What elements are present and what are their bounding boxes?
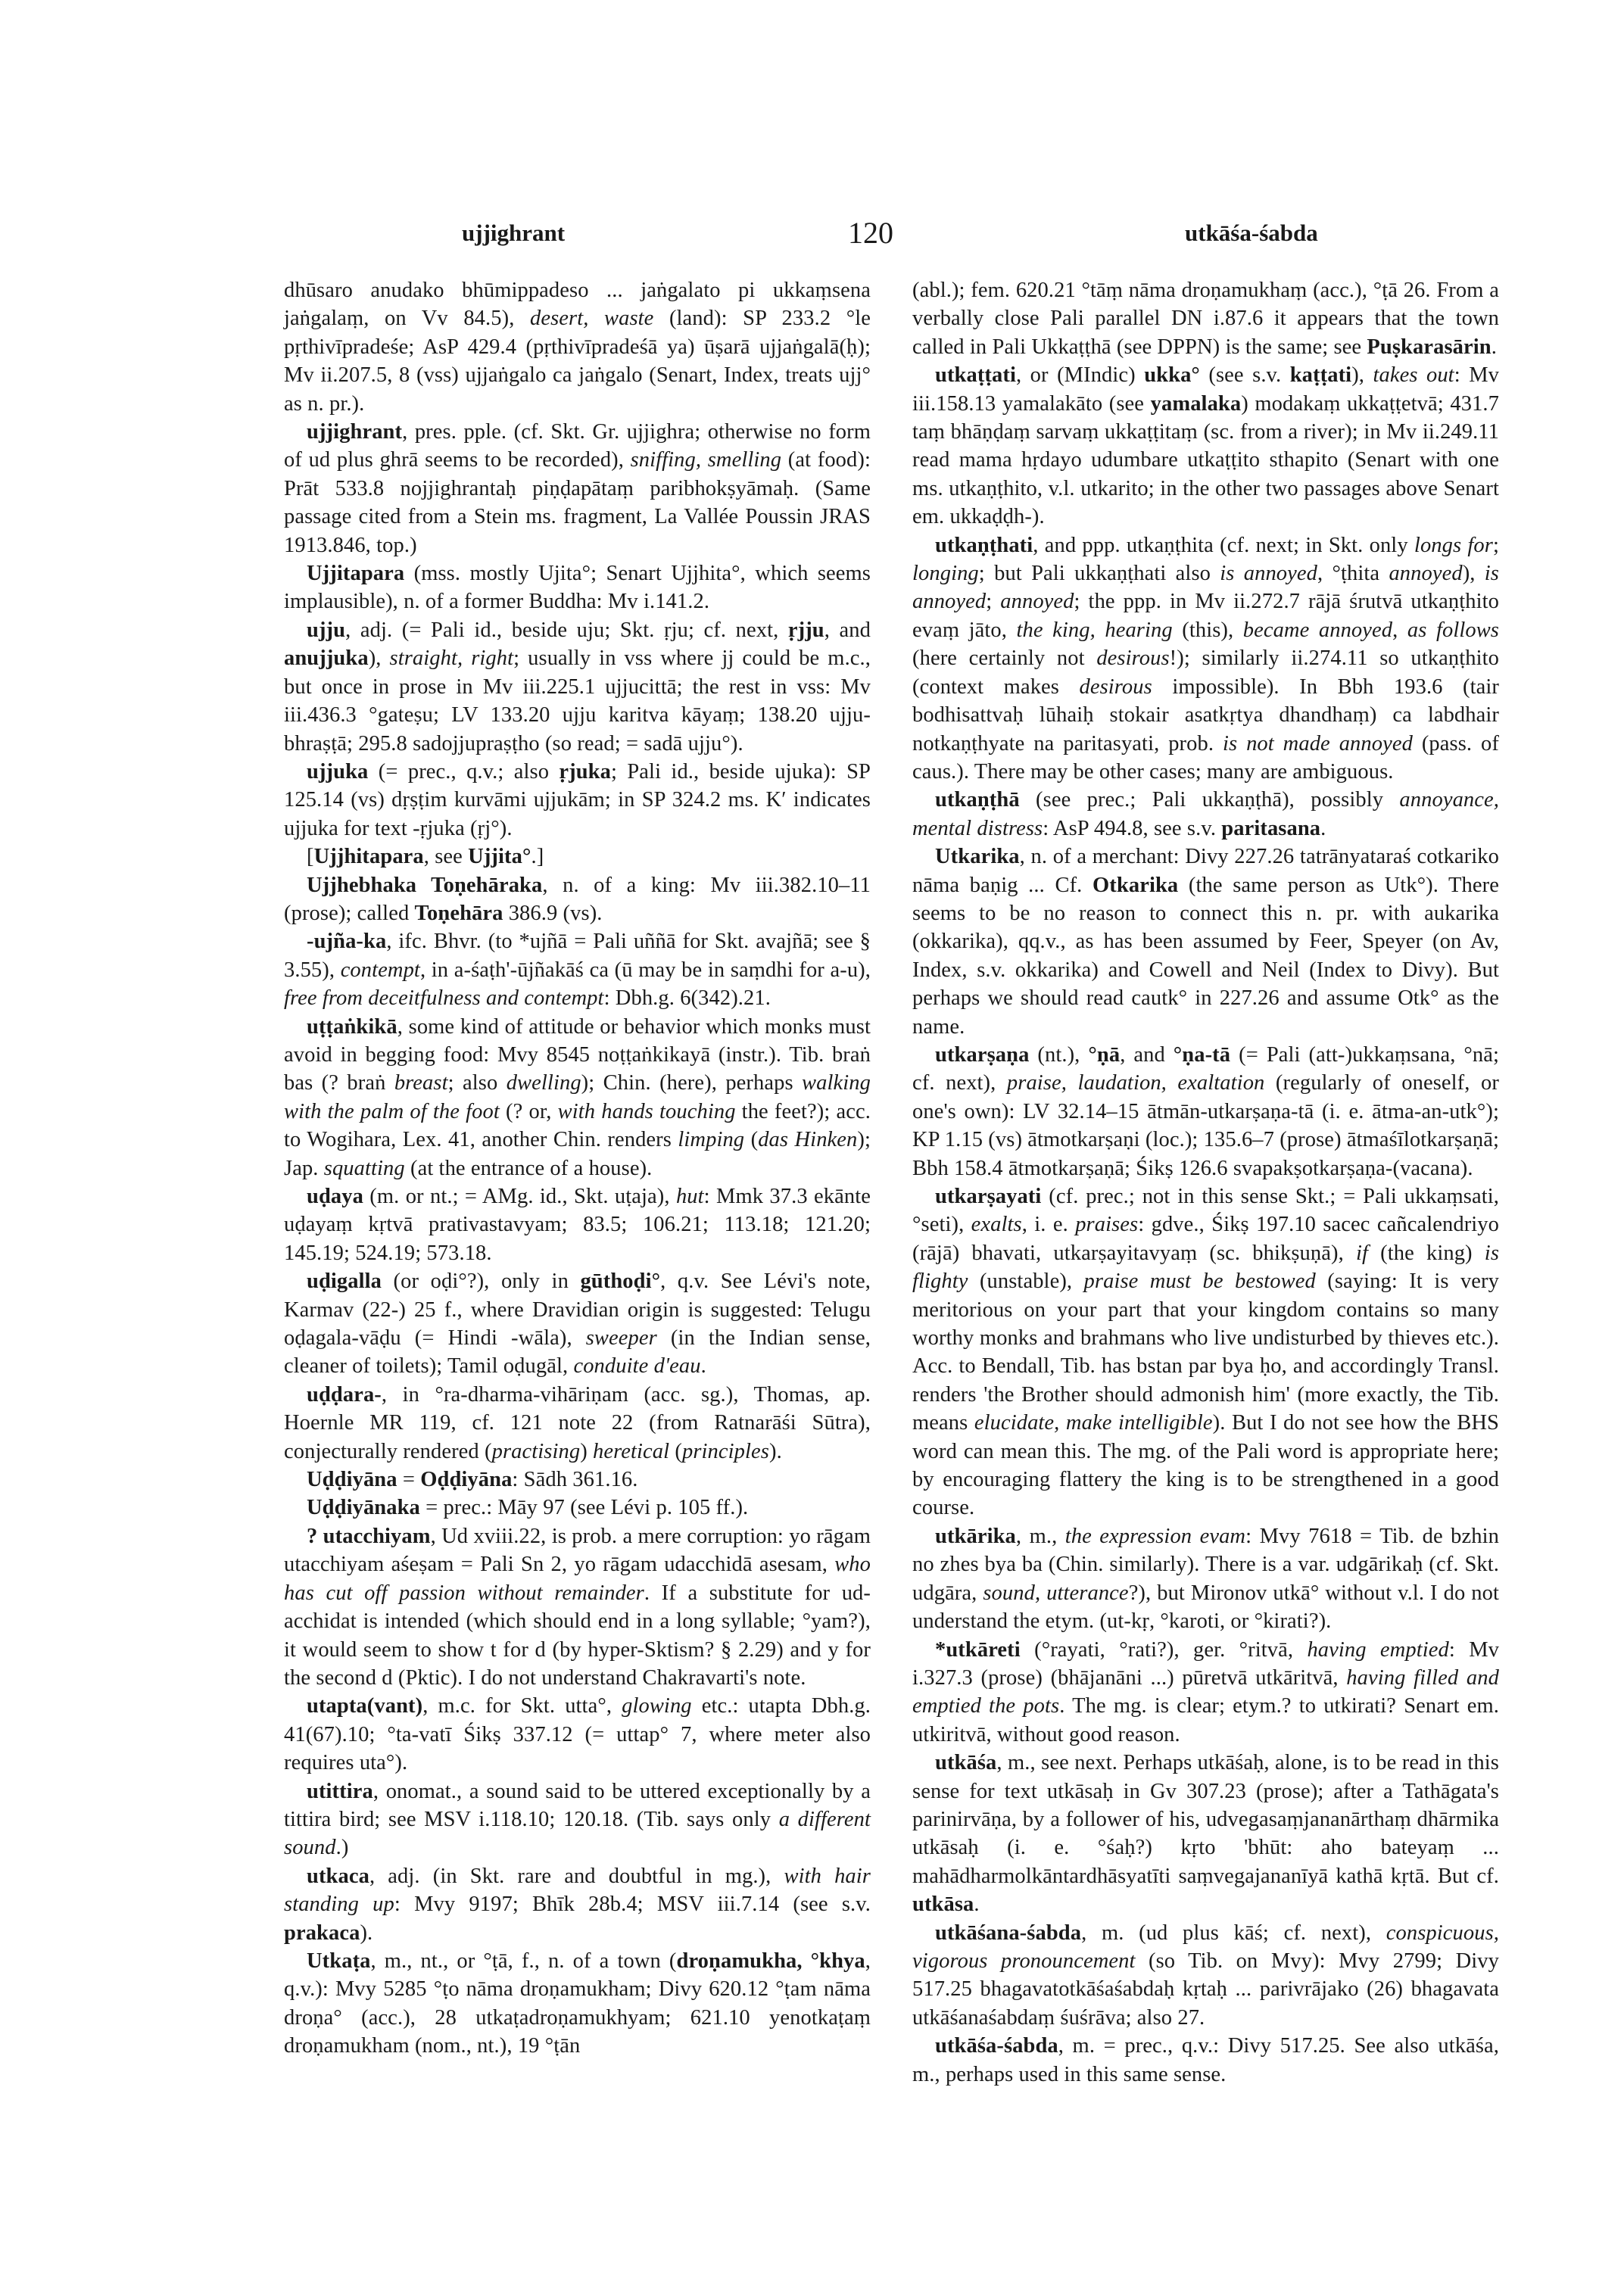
dictionary-entry: utkārika, m., the expression evam: Mvy 7618 = Tib. de bzhin no zhes bya ba (Chin. similarly). There is a var. udgārikaḥ (cf. Skt. udgāra, sound, utterance?), but Mironov utkā° without v.l. I do not understand the etym. (ut-kṛ, °karoti, or °kirati?). — [912, 1524, 1499, 1634]
dictionary-entry: utkāśa-śabda, m. = prec., q.v.: Divy 517.25. See also utkāśa, m., perhaps used in this same sense. — [912, 2034, 1499, 2086]
dictionary-entry: Ujjhebhaka Toṇehāraka, n. of a king: Mv iii.382.10–11 (prose); called Toṇehāra 386.9 (vs). — [284, 873, 871, 925]
dictionary-entry: Ujjitapara (mss. mostly Ujita°; Senart Ujjhita°, which seems implausible), n. of a former Buddha: Mv i.141.2. — [284, 562, 871, 614]
dictionary-entry: uḍaya (m. or nt.; = AMg. id., Skt. uṭaja), hut: Mmk 37.3 ekānte uḍayaṃ kṛtvā prativastavyam; 83.5; 106.21; 113.18; 121.20; 145.19; 524.19; 573.18. — [284, 1185, 871, 1265]
dictionary-entry: uṭṭaṅkikā, some kind of attitude or behavior which monks must avoid in begging food: Mvy 8545 noṭṭaṅkikayā (instr.). Tib. braṅ bas (? braṅ breast; also dwelling); Chin. (here), perhaps walking with the palm of the foot (? or, with hands touching the feet?); acc. to Wogihara, Lex. 41, another Chin. renders limping (das Hinken); Jap. squatting (at the entrance of a house). — [284, 1014, 871, 1180]
dictionary-entry: utapta(vant), m.c. for Skt. utta°, glowing etc.: utapta Dbh.g. 41(67).10; °ta-vatī Śikṣ 337.12 (= uttap° 7, where meter also requires uta°). — [284, 1694, 871, 1775]
right-column — [912, 276, 1499, 2089]
continued-entry: (abl.); fem. 620.21 °tāṃ nāma droṇamukhaṃ (acc.), °ṭā 26. From a verbally close Pali parallel DN i.87.6 it appears that the town called in Pali Ukkaṭṭhā (see DPPN) is the same; see Puṣkarasārin. — [912, 279, 1499, 359]
dictionary-entry: uḍigalla (or oḍi°?), only in gūthoḍi°, q.v. See Lévi's note, Karmav (22-) 25 f., where Dravidian origin is suggested: Telugu oḍagala-vāḍu (= Hindi -wāla), sweeper (in the Indian sense, cleaner of toilets); Tamil oḍugāl, conduite d'eau. — [284, 1270, 871, 1379]
dictionary-entry: [Ujjhitapara, see Ujjita°.] — [307, 845, 544, 869]
page-header — [462, 216, 1355, 265]
dictionary-entry: Uḍḍiyāna = Oḍḍiyāna: Sādh 361.16. — [307, 1468, 638, 1492]
dictionary-entry: utittira, onomat., a sound said to be uttered exceptionally by a tittira bird; see MSV i.118.10; 120.18. (Tib. says only a different sound.) — [284, 1779, 871, 1860]
dictionary-entry: ujjuka (= prec., q.v.; also ṛjuka; Pali id., beside ujuka): SP 125.14 (vs) dṛṣṭim kurvāmi ujjukām; in SP 324.2 ms. K′ indicates ujjuka for text -ṛjuka (ṛj°). — [284, 759, 871, 840]
dictionary-entry: utkaṇṭhā (see prec.; Pali ukkaṇṭhā), possibly annoyance, mental distress: AsP 494.8, see s.v. paritasana. — [912, 788, 1499, 840]
dictionary-entry: Utkarika, n. of a merchant: Divy 227.26 tatrānyataraś cotkariko nāma baṇig ... Cf. Otkarika (the same person as Utk°). There seems to be no reason to connect this n. pr. with aukarika (okkarika), qq.v., as has been assumed by Feer, Speyer (on Av, Index, s.v. okkarika) and Cowell and Neil (Index to Divy). But perhaps we should read cautk° in 227.26 and assume Otk° as the name. — [912, 845, 1499, 1039]
dictionary-entry: utkāśa, m., see next. Perhaps utkāśaḥ, alone, is to be read in this sense for text utkāsaḥ in Gv 307.23 (prose); after a Tathāgata's parinirvāṇa, by a follower of his, udvegasaṃjananārthaṃ dhārmika utkāsaḥ (i. e. °śaḥ?) kṛto 'bhūt: aho bateyaṃ ... mahādharmolkāntardhāsyatīti saṃvegajananīyā kathā kṛtā. But cf. utkāsa. — [912, 1751, 1499, 1917]
dictionary-entry: Uḍḍiyānaka = prec.: Māy 97 (see Lévi p. 105 ff.). — [307, 1496, 749, 1520]
dictionary-entry: uḍḍara-, in °ra-dharma-vihāriṇam (acc. sg.), Thomas, ap. Hoernle MR 119, cf. 121 note 22 (from Ratnarāśi Sūtra), conjecturally rendered (practising) heretical (principles). — [284, 1382, 871, 1463]
dictionary-entry: Utkaṭa, m., nt., or °ṭā, f., n. of a town (droṇamukha, °khya, q.v.): Mvy 5285 °ṭo nāma droṇamukham; Divy 620.12 °ṭam nāma droṇa° (acc.), 28 utkaṭadroṇamukhyam; 621.10 yenotkaṭaṃ droṇamukham (nom., nt.), 19 °ṭān — [284, 1949, 871, 2058]
dictionary-entry: ? utacchiyam, Ud xviii.22, is prob. a mere corruption: yo rāgam utacchiyam aśeṣam = Pali Sn 2, yo rāgam udacchidā asesam, who has cut off passion without remainder. If a substitute for ud-acchidat is intended (which should end in a long syllable; °yam?), it would seem to show t for d (by hyper-Sktism? § 2.29) and y for the second d (Pktic). I do not understand Chakravarti's note. — [284, 1524, 871, 1690]
dictionary-entry: ujju, adj. (= Pali id., beside uju; Skt. ṛju; cf. next, ṛjju, and anujjuka), straight, right; usually in vss where jj could be m.c., but once in prose in Mv iii.225.1 ujjucittā; the rest in vss: Mv iii.436.3 °gateṣu; LV 133.20 ujju karitva kāyaṃ; 138.20 ujju-bhraṣṭā; 295.8 sadojjupraṣṭho (so read; = sadā ujju°). — [284, 618, 871, 756]
page-number: 120 — [848, 216, 893, 250]
left-guideword: ujjighrant — [462, 220, 566, 246]
dictionary-entry: utkaṭṭati, or (MIndic) ukka° (see s.v. kaṭṭati), takes out: Mv iii.158.13 yamalakāto (see yamalaka) modakaṃ ukkaṭṭetvā; 431.7 taṃ bhāṇḍaṃ sarvaṃ ukkaṭṭitaṃ (sc. from a river); in Mv ii.249.11 read mama hṛdayo udumbare utkaṭṭito sthapito (Senart with one ms. utkaṇṭhito, v.l. utkarito; in the other two passages above Senart em. ukkaḍḍh-). — [912, 363, 1499, 529]
dictionary-entry: *utkāreti (°rayati, °rati?), ger. °ritvā, having emptied: Mv i.327.3 (prose) (bhājanāni ...) pūretvā utkāritvā, having filled and emptied the pots. The mg. is clear; etym.? to utkirati? Senart em. utkiritvā, without good reason. — [912, 1637, 1499, 1746]
dictionary-entry: utkaṇṭhati, and ppp. utkaṇṭhita (cf. next; in Skt. only longs for; longing; but Pali ukkaṇṭhati also is annoyed, °ṭhita annoyed), is annoyed; annoyed; the ppp. in Mv ii.272.7 rājā śrutvā utkaṇṭhito evaṃ jāto, the king, hearing (this), became annoyed, as follows (here certainly not desirous!); similarly ii.274.11 so utkaṇṭhito (context makes desirous impossible). In Bbh 193.6 (tair bodhisattvaḥ lūhaiḥ stokair asatkṛtya dhandhaṃ) ca labdhair notkaṇṭhyate na paritasyati, prob. is not made annoyed (pass. of caus.). There may be other cases; many are ambiguous. — [912, 533, 1500, 784]
dictionary-entry: utkaca, adj. (in Skt. rare and doubtful in mg.), with hair standing up: Mvy 9197; Bhīk 28b.4; MSV iii.7.14 (see s.v. prakaca). — [284, 1864, 871, 1945]
left-column — [284, 276, 871, 2061]
dictionary-entry: utkāśana-śabda, m. (ud plus kāś; cf. next), conspicuous, vigorous pronouncement (so Tib. on Mvy): Mvy 2799; Divy 517.25 bhagavatotkāśaśabdaḥ kṛtaḥ ... parivrājako (26) bhagavata utkāśanaśabdaṃ śuśrāva; also 27. — [912, 1921, 1500, 2030]
dictionary-entry: utkarṣaṇa (nt.), °ṇā, and °ṇa-tā (= Pali (att-)ukkaṃsana, °nā; cf. next), praise, laudation, exaltation (regularly of oneself, or one's own): LV 32.14–15 ātmān-utkarṣaṇa-tā (i. e. ātma-an-utk°); KP 1.15 (vs) ātmotkarṣaṇi (loc.); 135.6–7 (prose) ātmaśīlotkarṣaṇā; Bbh 158.4 ātmotkarṣaṇā; Śikṣ 126.6 svapakṣotkarṣaṇa-(vacana). — [912, 1042, 1500, 1180]
right-guideword: utkāśa-śabda — [1185, 220, 1318, 246]
dictionary-entry: -ujña-ka, ifc. Bhvr. (to *ujñā = Pali uññā for Skt. avajñā; see § 3.55), contempt, in a-śaṭh'-ūjñakāś ca (ū may be in saṃdhi for a-u), free from deceitfulness and contempt: Dbh.g. 6(342).21. — [284, 930, 871, 1011]
continued-entry: dhūsaro anudako bhūmippadeso ... jaṅgalato pi ukkaṃsena jaṅgalaṃ, on Vv 84.5), desert, waste (land): SP 233.2 °le pṛthivīpradeśe; AsP 429.4 (pṛthivīpradeśā ya) ūṣarā ujjaṅgalā(ḥ); Mv ii.207.5, 8 (vss) ujjaṅgalo ca jaṅgalo (Senart, Index, treats ujj° as n. pr.). — [284, 279, 871, 416]
dictionary-entry: ujjighrant, pres. pple. (cf. Skt. Gr. ujjighra; otherwise no form of ud plus ghrā seems to be recorded), sniffing, smelling (at food): Prāt 533.8 nojjighrantaḥ piṇḍapātaṃ paribhokṣyāmaḥ. (Same passage cited from a Stein ms. fragment, La Vallée Poussin JRAS 1913.846, top.) — [284, 420, 871, 557]
dictionary-entry: utkarṣayati (cf. prec.; not in this sense Skt.; = Pali ukkaṃsati, °seti), exalts, i. e. praises: gdve., Śikṣ 197.10 sacec cañcalendriyo (rājā) bhavati, utkarṣayitavyaṃ (sc. bhikṣuṇā), if (the king) is flighty (unstable), praise must be bestowed (saying: It is very meritorious on your part that your kingdom contains so many worthy monks and brahmans who live undisturbed by thieves etc.). Acc. to Bendall, Tib. has bstan par bya ḥo, and accordingly Transl. renders 'the Brother should admonish him' (more exactly, the Tib. means elucidate, make intelligible). But I do not see how the BHS word can mean this. The mg. of the Pali word is appropriate here; by encouraging flattery the king is to be strengthened in a good course. — [912, 1185, 1500, 1520]
